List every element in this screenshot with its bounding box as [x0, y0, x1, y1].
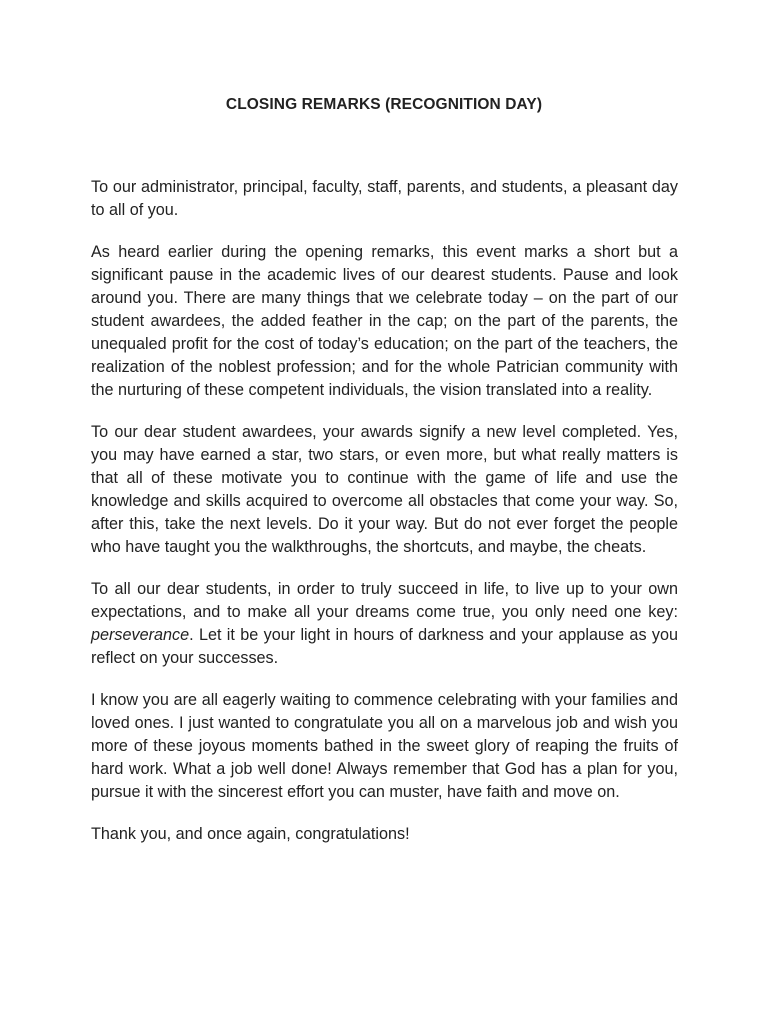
- paragraph-congratulations: I know you are all eagerly waiting to commence celebrating with your families and loved ones. I just wanted to congratulate you all on a marvelous job and wish you more of these joyous moments bathed in the sweet glory of reaping the fruits of hard work. What a job well done! Always remember that God has a plan for you, pursue it with the sincerest effort you can muster, have faith and move on.: [91, 691, 678, 801]
- paragraph-opening: As heard earlier during the opening remarks, this event marks a short but a significant pause in the academic lives of our dearest students. Pause and look around you. There are many things that we celebrate today – on the part of our student awardees, the added feather in the cap; on the part of the parents, the unequaled profit for the cost of today’s education; on the part of the teachers, the realization of the noblest profession; and for the whole Patrician community with the nurturing of these competent individuals, the vision translated into a reality.: [91, 243, 678, 399]
- paragraph-awardees: To our dear student awardees, your awards signify a new level completed. Yes, you may have earned a star, two stars, or even more, but what really matters is that all of these motivate you to continue with the game of life and use the knowledge and skills acquired to overcome all obstacles that come your way. So, after this, take the next levels. Do it your way. But do not ever forget the people who have taught you the walkthroughs, the shortcuts, and maybe, the cheats.: [91, 423, 678, 556]
- page-title: CLOSING REMARKS (RECOGNITION DAY): [225, 96, 543, 113]
- paragraph-perseverance-pre: To all our dear students, in order to truly succeed in life, to live up to your own expectations, and to make all your dreams come true, you only need one key:: [91, 580, 678, 621]
- paragraph-perseverance: [91, 578, 678, 670]
- paragraph-perseverance-post: . Let it be your light in hours of darkness and your applause as you reflect on your successes.: [91, 626, 678, 667]
- perseverance-emphasis: perseverance: [91, 626, 190, 644]
- paragraph-greeting: To our administrator, principal, faculty, staff, parents, and students, a pleasant day to all of you.: [91, 178, 678, 219]
- document-body: [91, 176, 678, 846]
- paragraph-closing: Thank you, and once again, congratulations!: [91, 825, 410, 843]
